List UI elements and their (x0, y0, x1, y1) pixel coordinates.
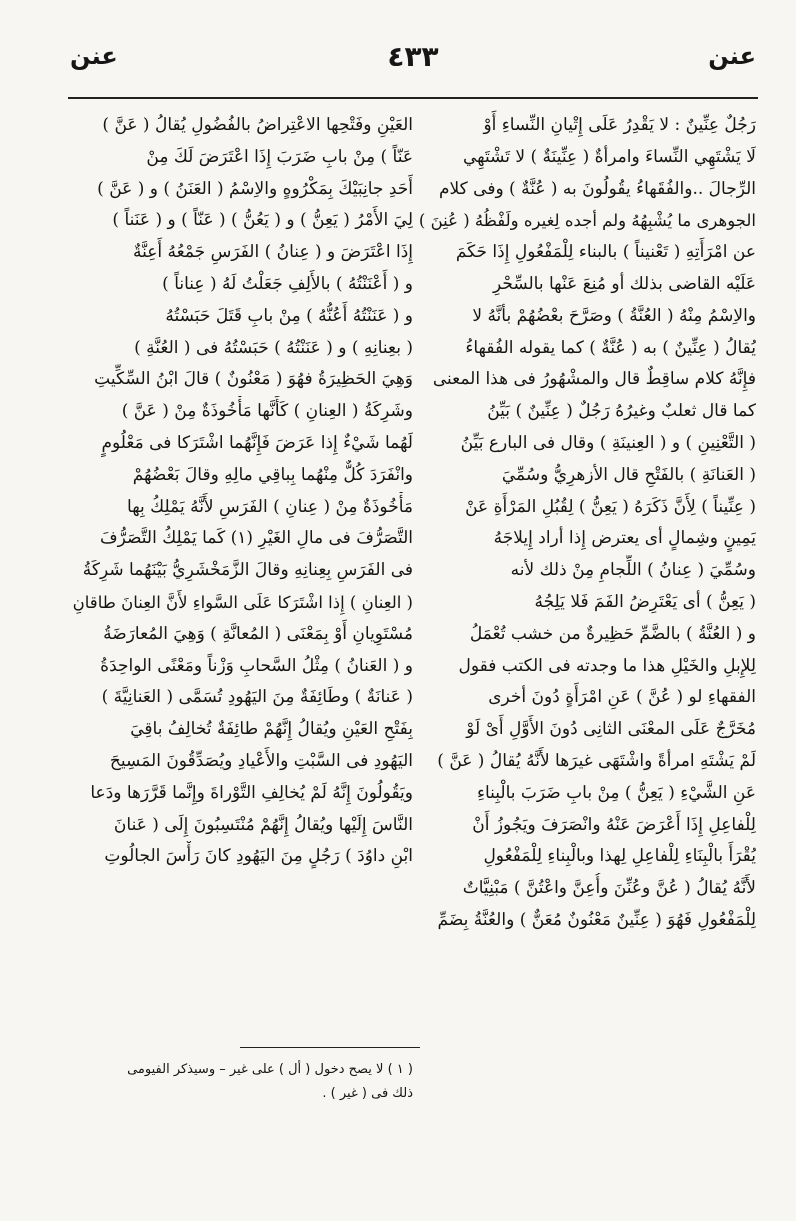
header-rule (68, 97, 758, 99)
text-line: الجوهرى ما يُشْبِهُهُ ولم أجده لِغيره ولَفْظُهُ ( عُنِنَ ) (418, 211, 756, 231)
headword-right: عنن (708, 42, 756, 70)
text-line: وسُمِّيَ ( عِنانُ ) اللِّجامِ مِنْ ذلك لأنه (510, 560, 756, 581)
text-line: لِلْفاعِلِ إِذَا أَعْرَضَ عَنْهُ وانْصَرَفَ ويَجُوزُ أَنْ (472, 814, 756, 835)
text-line: أَحَدِ جانِبَيْكَ بِمَكْرُوهٍ والاِسْمُ ( العَنَنُ ) و ( عَنَّ ) (97, 178, 413, 199)
text-line: رَجُلٌ عِنِّينٌ : لا يَقْدِرُ عَلَى إِتْيانِ النِّساءِ أَوْ (483, 115, 756, 135)
text-line: لَا يَشْتَهِي النِّساءَ وامرأةٌ ( عِنِّينَةٌ ) لا تَشْتَهِي (462, 146, 756, 167)
text-line: عَنِ الشَّيْءِ ( يَعِنُّ ) مِنْ بابِ ضَرَبَ بالْبِناءِ (477, 782, 756, 803)
text-line: لأَنَّهُ يُقالُ ( عُنَّ وعُنِّنَ وأُعِنَّ واعْتُنَّ ) مَبْنِيَّاتٌ (462, 878, 756, 899)
footnote-rule (240, 1047, 420, 1048)
text-line: ( يَعِنُّ ) أى يَعْتَرِضُ الفَمَ فَلا يَلِجُهُ (534, 591, 756, 612)
text-line: مُسْتَوِيانِ أَوْ بِمَعْنَى ( المُعانَّةِ ) وَهِيَ المُعارَضَةُ (103, 623, 413, 644)
footnote-line: ( ١ ) لا يصح دخول ( أل ) على غير – وسيذكر الفيومى (127, 1062, 413, 1077)
footnote (68, 1058, 413, 1106)
footnote-line: ذلك فى ( غير ) . (322, 1086, 413, 1101)
text-line: بِفَتْحِ العَيْنِ ويُقالُ إِنَّهُمْ طائِفَةٌ تُخالِفُ باقِيَ (130, 719, 413, 740)
text-line: عَلَيْه القاضى بذلك أو مُنِعَ عَنْها بالسِّحْرِ (492, 273, 756, 294)
text-line: وانْفَرَدَ كُلٌّ مِنْهُما بِباقِي مالِهِ وقالَ بَعْضُهُمْ (132, 464, 413, 485)
text-line: النَّاسَ إِلَيْها ويُقالُ إِنَّهُمْ مُنْتَسِبُونَ إِلَى ( عَنانَ (113, 814, 413, 835)
text-line: و ( عَنَنْتُهُ أَعُنُّهُ ) مِنْ بابِ قَتَلَ حَبَسْتُهُ (165, 305, 413, 326)
text-line: يُقالُ ( عِنِّينٌ ) به ( عُنَّةٌ ) كما يقوله الفُقهاءُ (465, 337, 756, 358)
text-line: ( العِنانِ ) إِذا اشْتَرَكا عَلَى السَّواءِ لأَنَّ العِنانَ طاقانِ (72, 592, 413, 612)
text-line: ( بعِنانِهِ ) و ( عَنَنْتُهُ ) حَبَسْتُهُ فى ( العُنَّةِ ) (134, 337, 413, 358)
text-line: وشَرِكَةُ ( العِنانِ ) كَأَنَّها مَأْخُوذَةٌ مِنْ ( عَنَّ ) (121, 401, 413, 422)
text-line: يُقْرَأَ بالْبِنَاءِ لِلْفاعِلِ لِهذا وبالْبِناءِ لِلْمَفْعُولِ (483, 846, 756, 867)
text-line: و ( العَنانُ ) مِثْلُ السَّحابِ وَزْناً ومَعْنًى الواحِدَةُ (100, 655, 413, 676)
text-line: عَنّاً ) مِنْ بابِ ضَرَبَ إِذَا اعْتَرَضَ لَكَ مِنْ (146, 146, 413, 167)
text-line: ابْنِ داوُدَ ) رَجُلٍ مِنَ اليَهُودِ كانَ رَأْسَ الجالُوتِ (104, 846, 413, 867)
text-line: عن امْرَأَتِهِ ( تَعْنيناً ) بالبناء لِلْمَفْعُولِ إِذَا حَكَمَ (455, 242, 756, 263)
text-line: ( عَنانَةٌ ) وطَائِفَةٌ مِنَ اليَهُودِ تُسَمَّى ( العَنانِيَّةَ ) (101, 687, 413, 708)
text-line: التَّصَرُّفَ فى مالِ الغَيْرِ (١) كَما يَمْلِكُ التَّصَرُّفَ (100, 528, 413, 549)
page-header (70, 40, 756, 90)
text-line: اليَهُودِ فى السَّبْتِ والأَعْيادِ ويُصَدِّقُونَ المَسِيحَ (109, 750, 413, 771)
text-line: كما قال ثعلبٌ وغيرُهُ رَجُلٌ ( عِنِّينٌ ) بَيِّنُ (487, 401, 756, 422)
text-line: مُخَرَّجٌ عَلَى المعْنَى الثانِى دُونَ الأَوَّلِ أَىْ لَوْ (466, 719, 756, 740)
text-line: إِذَا اعْتَرَضَ و ( عِنانُ ) الفَرَسِ جَمْعُهُ أَعِنَّةٌ (133, 242, 413, 263)
text-line: الرِّجالَ ..والفُقَهاءُ يقُولُونَ به ( عُنَّةٌ ) وفى كلام (438, 178, 756, 199)
headword-left: عنن (70, 42, 118, 70)
text-line: ( التَّعْنِينِ ) و ( العِنينَةِ ) وقال فى البارع بَيِّنُ (460, 432, 756, 453)
text-line: فى الفَرَسِ بِعِنانِهِ وقالَ الزَّمَخْشَرِيُّ بَيْنَهُما شَرِكَةُ (82, 560, 413, 581)
text-line: الفقهاءِ لو ( عُنَّ ) عَنِ امْرَأَةٍ دُونَ أخرى (488, 687, 756, 708)
text-line: مَأْخُوذَةٌ مِنْ ( عِنانِ ) الفَرَسِ لأَنَّهُ يَمْلِكُ بِها (127, 496, 413, 517)
text-line: ( العَنانَةِ ) بالفَتْحِ قال الأزهرِيُّ وسُمِّيَ (501, 464, 756, 485)
text-line: لِلْمَفْعُولِ فَهُوَ ( عِنِّينٌ مَعْنُونٌ مُعَنٌّ ) والعُنَّةُ بِضَمِّ (437, 909, 756, 930)
text-line: لِيَ الأَمْرُ ( يَعِنُّ ) و ( يَعُنُّ ) ( عَنّاً ) و ( عَنَناً ) (112, 210, 413, 231)
text-line: فإِنَّهُ كلام ساقِطٌ قال والمشْهُورُ فى هذا المعنى (432, 369, 756, 390)
text-line: و ( أَعْنَنْتُهُ ) بالأَلِفِ جَعَلْتُ لَهُ ( عِناناً ) (162, 273, 413, 294)
text-line: لِلإِبلِ والخَيْلِ هذا ما وجدته فى الكتب فقول (458, 655, 756, 676)
text-line: ( عِنِّيناً ) لِأَنَّ ذَكَرَهُ ( يَعِنُّ ) لِقُبُلِ المَرْأَةِ عَنْ (465, 496, 756, 517)
text-line: العَيْنِ وفَتْحِها الاعْتِراضُ بالفُضُولِ يُقالُ ( عَنَّ ) (102, 115, 413, 135)
text-line: لَمْ يَشْتَهِ امرأةً واشْتَهَى غيرَها لأَنَّهُ يُقالُ ( عَنَّ ) (437, 750, 756, 771)
left-column (68, 110, 413, 1050)
text-line: يَمِينٍ وشِمالٍ أى يعترض إِذا أراد إِيلاجَهُ (493, 528, 756, 549)
text-line: والاِسْمُ مِنْهُ ( العُنَّةُ ) وصَرَّحَ بعْضُهُمْ بأنَّهُ لا (472, 305, 756, 326)
text-line: و ( العُنَّةُ ) بالضَّمِّ حَظِيرةٌ من خشب تُعْمَلُ (469, 623, 756, 644)
text-line: وَهِيَ الحَظِيرَةُ فهُوَ ( مَعْنُونٌ ) قالَ ابْنُ السِّكِّيتِ (94, 369, 413, 390)
page-number: ٤٣٣ (387, 40, 439, 73)
text-line: لَهُما شَيْءٌ إِذا عَرَضَ فَإِنَّهُما اشْتَرَكا فى مَعْلُومٍ (101, 432, 413, 453)
text-line: ويَقُولُونَ إِنَّهُ لَمْ يُخالِفِ التَّوْراةَ وإِنَّما قَرَّرَها ودَعا (90, 782, 413, 803)
right-column (411, 110, 756, 1050)
